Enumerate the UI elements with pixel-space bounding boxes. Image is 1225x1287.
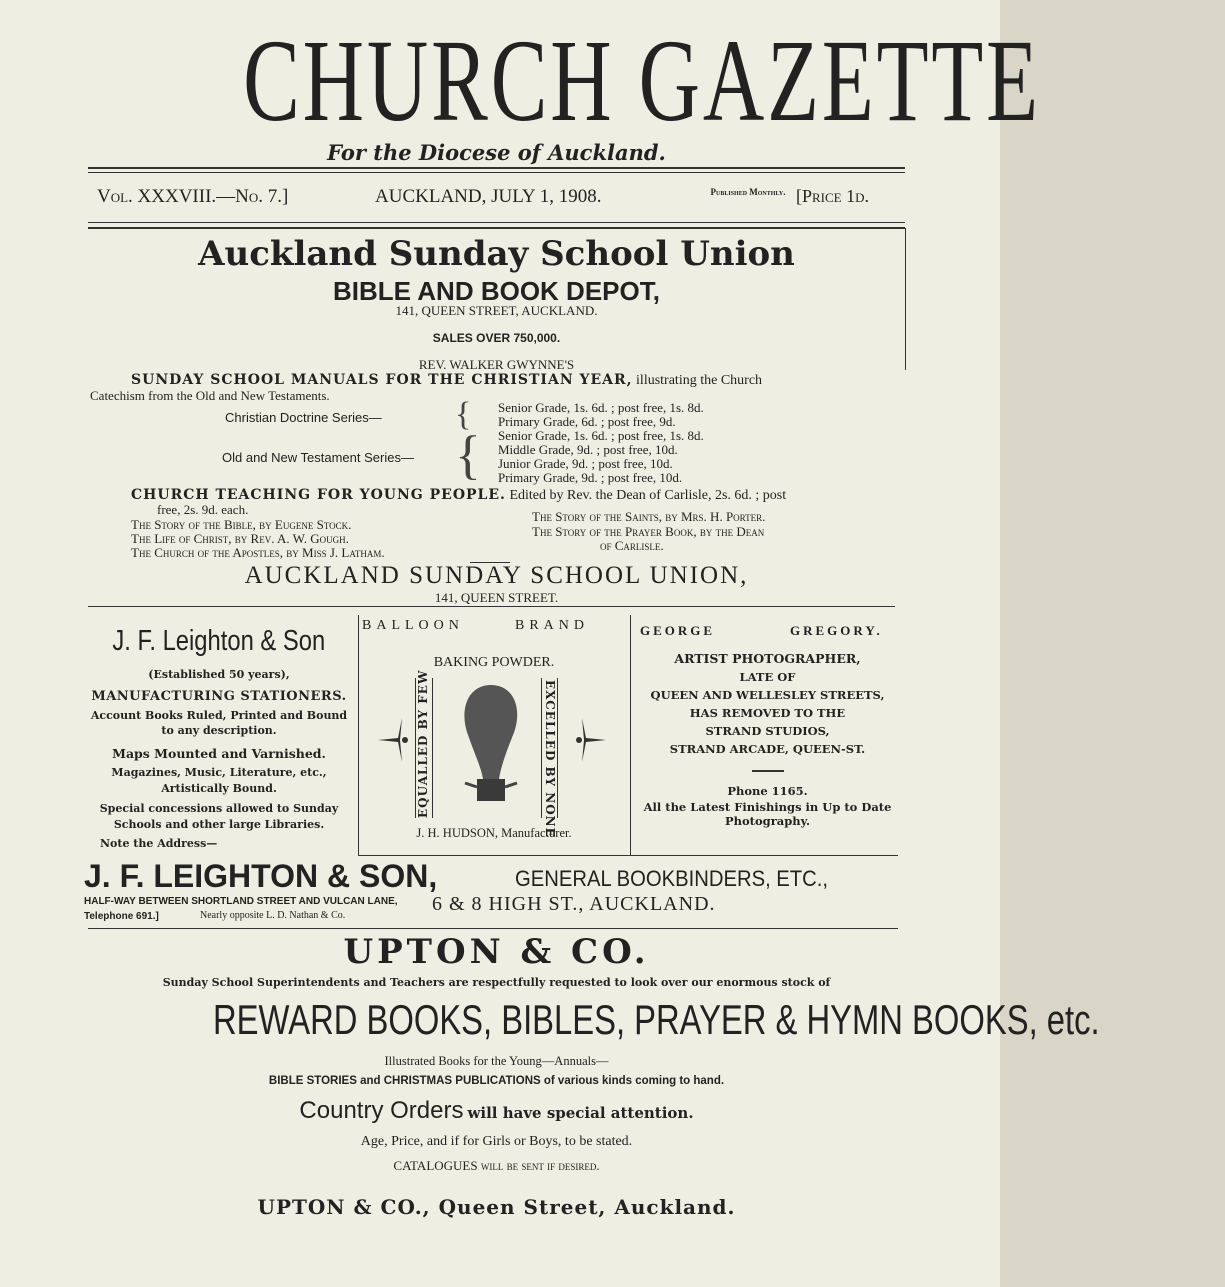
union-footer-name: AUCKLAND SUNDAY SCHOOL UNION,	[244, 562, 749, 589]
balloon-icon	[455, 683, 527, 813]
divider	[88, 227, 905, 229]
price: [Price 1d.	[796, 186, 870, 206]
leighton-footer-name: J. F. LEIGHTON & SON,	[84, 858, 438, 894]
book-item: The Life of Christ, by Rev. A. W. Gough.	[131, 531, 349, 546]
grade-item: Junior Grade, 9d. ; post free, 10d.	[498, 456, 673, 471]
union-footer-address: 141, QUEEN STREET.	[434, 590, 559, 605]
sales-count: SALES OVER 750,000.	[432, 331, 561, 345]
leighton-footer-trade: GENERAL BOOKBINDERS, ETC.,	[515, 866, 829, 891]
gregory-text: LATE OF	[739, 670, 796, 684]
masthead-title: CHURCH GAZETTE	[243, 15, 1041, 146]
volume-number: Vol. XXXVIII.—No. 7.]	[97, 186, 289, 207]
balloon-maker: J. H. HUDSON, Manufacturer.	[416, 826, 572, 840]
brace-icon: {	[455, 396, 472, 433]
book-item: The Story of the Bible, by Eugene Stock.	[131, 517, 352, 532]
leighton-footer-telephone: Telephone 691.]	[84, 911, 159, 922]
gregory-name-1: GEORGE	[640, 623, 716, 638]
upton-headline: REWARD BOOKS, BIBLES, PRAYER & HYMN BOOKS, etc.	[213, 996, 1100, 1043]
leighton-ad	[84, 625, 354, 658]
grade-item: Primary Grade, 6d. ; post free, 9d.	[498, 414, 676, 429]
manuals-desc: Catechism from the Old and New Testaments.	[90, 388, 330, 403]
gregory-text: Photography.	[725, 814, 810, 828]
gregory-text: All the Latest Finishings in Up to Date	[643, 800, 892, 814]
ornament-icon	[378, 718, 412, 762]
book-item: The Story of the Prayer Book, by the Dean	[532, 523, 765, 539]
leighton-text: Schools and other large Libraries.	[113, 818, 325, 831]
divider	[541, 678, 542, 818]
grade-item: Senior Grade, 1s. 6d. ; post free, 1s. 8d.	[498, 428, 704, 443]
divider	[358, 855, 898, 856]
upton-illustrated: Illustrated Books for the Young—Annuals—	[384, 1054, 609, 1068]
balloon-right-vertical: EXCELLED BY NONE	[543, 680, 557, 838]
gregory-text: HAS REMOVED TO THE	[689, 706, 846, 720]
brace-icon: {	[455, 425, 481, 485]
grade-item: Middle Grade, 9d. ; post free, 10d.	[498, 442, 678, 457]
leighton-name: J. F. Leighton & Son	[112, 625, 326, 657]
published-monthly: Published Monthly.	[710, 187, 786, 197]
upton-country: Country Orders will have special attention.	[299, 1097, 694, 1124]
leighton-maps: Maps Mounted and Varnished.	[112, 746, 326, 761]
balloon-left-vertical: EQUALLED BY FEW	[416, 669, 430, 818]
upton-invite: Sunday School Superintendents and Teachers are respectfully requested to look over our enormous stock of	[162, 976, 831, 989]
teaching-line: CHURCH TEACHING FOR YOUNG PEOPLE. Edited by Rev. the Dean of Carlisle, 2s. 6d. ; post	[131, 487, 787, 503]
leighton-text: to any description.	[161, 724, 277, 737]
leighton-details	[84, 664, 354, 855]
divider	[752, 770, 784, 772]
union-heading: Auckland Sunday School Union	[198, 234, 795, 274]
upton-catalogues: CATALOGUES will be sent if desired.	[393, 1158, 600, 1173]
divider	[88, 222, 905, 223]
gregory-text: QUEEN AND WELLESLEY STREETS,	[650, 688, 885, 702]
series-name: Christian Doctrine Series—	[225, 410, 382, 425]
manuals-line: SUNDAY SCHOOL MANUALS FOR THE CHRISTIAN YEAR, illustrating the Church	[131, 372, 763, 388]
divider	[432, 678, 433, 818]
depot-title: BIBLE AND BOOK DEPOT,	[333, 276, 660, 306]
books-right	[532, 510, 765, 554]
leighton-footer-opposite: Nearly opposite L. D. Nathan & Co.	[200, 910, 346, 921]
book-item: The Story of the Saints, by Mrs. H. Porter.	[532, 509, 766, 524]
place-date: AUCKLAND, JULY 1, 1908.	[375, 186, 602, 207]
divider	[905, 228, 906, 370]
gregory-text: STRAND STUDIOS,	[705, 724, 830, 738]
series-name: Old and New Testament Series—	[222, 450, 414, 465]
depot-address: 141, QUEEN STREET, AUCKLAND.	[395, 303, 598, 318]
gregory-phone: Phone 1165.	[727, 784, 808, 798]
gregory-details	[630, 650, 905, 828]
divider	[358, 615, 359, 855]
leighton-text: Artistically Bound.	[161, 782, 277, 795]
balloon-brand-right: BRAND	[515, 618, 590, 633]
leighton-note: Note the Address—	[100, 837, 218, 850]
divider	[88, 928, 898, 929]
grade-item: Senior Grade, 1s. 6d. ; post free, 1s. 8d.	[498, 400, 704, 415]
teaching-desc: free, 2s. 9d. each.	[157, 502, 249, 517]
gregory-text: STRAND ARCADE, QUEEN-ST.	[669, 742, 866, 756]
divider	[88, 172, 905, 173]
book-item: of Carlisle.	[600, 538, 664, 553]
gregory-name-2: GREGORY.	[790, 623, 883, 638]
leighton-footer-address: 6 & 8 HIGH ST., AUCKLAND.	[432, 893, 716, 915]
leighton-established: (Established 50 years),	[148, 668, 290, 681]
leighton-text: Account Books Ruled, Printed and Bound	[90, 709, 348, 722]
leighton-text: Magazines, Music, Literature, etc.,	[111, 766, 327, 779]
book-item: The Church of the Apostles, by Miss J. Latham.	[131, 545, 385, 560]
upton-footer: UPTON & CO., Queen Street, Auckland.	[257, 1195, 736, 1219]
balloon-brand-left: BALLOON	[362, 618, 464, 633]
divider	[88, 606, 895, 607]
leighton-text: Special concessions allowed to Sunday	[99, 802, 339, 815]
balloon-product: BAKING POWDER.	[433, 655, 555, 670]
divider	[557, 678, 558, 818]
books-left	[131, 518, 385, 560]
divider	[88, 167, 905, 169]
grade-item: Primary Grade, 9d. ; post free, 10d.	[498, 470, 683, 485]
ornament-icon	[572, 718, 606, 762]
upton-age: Age, Price, and if for Girls or Boys, to be stated.	[360, 1134, 633, 1149]
leighton-footer-location: HALF-WAY BETWEEN SHORTLAND STREET AND VULCAN LANE,	[84, 896, 398, 907]
gregory-title: ARTIST PHOTOGRAPHER,	[674, 651, 861, 666]
manuals-author: REV. WALKER GWYNNE'S	[418, 357, 575, 372]
grade-list	[498, 401, 704, 485]
masthead-subtitle: For the Diocese of Auckland.	[327, 140, 666, 165]
upton-name: UPTON & CO.	[343, 932, 650, 972]
upton-stories: BIBLE STORIES and CHRISTMAS PUBLICATIONS of various kinds coming to hand.	[268, 1075, 725, 1087]
leighton-trade: MANUFACTURING STATIONERS.	[91, 689, 347, 704]
